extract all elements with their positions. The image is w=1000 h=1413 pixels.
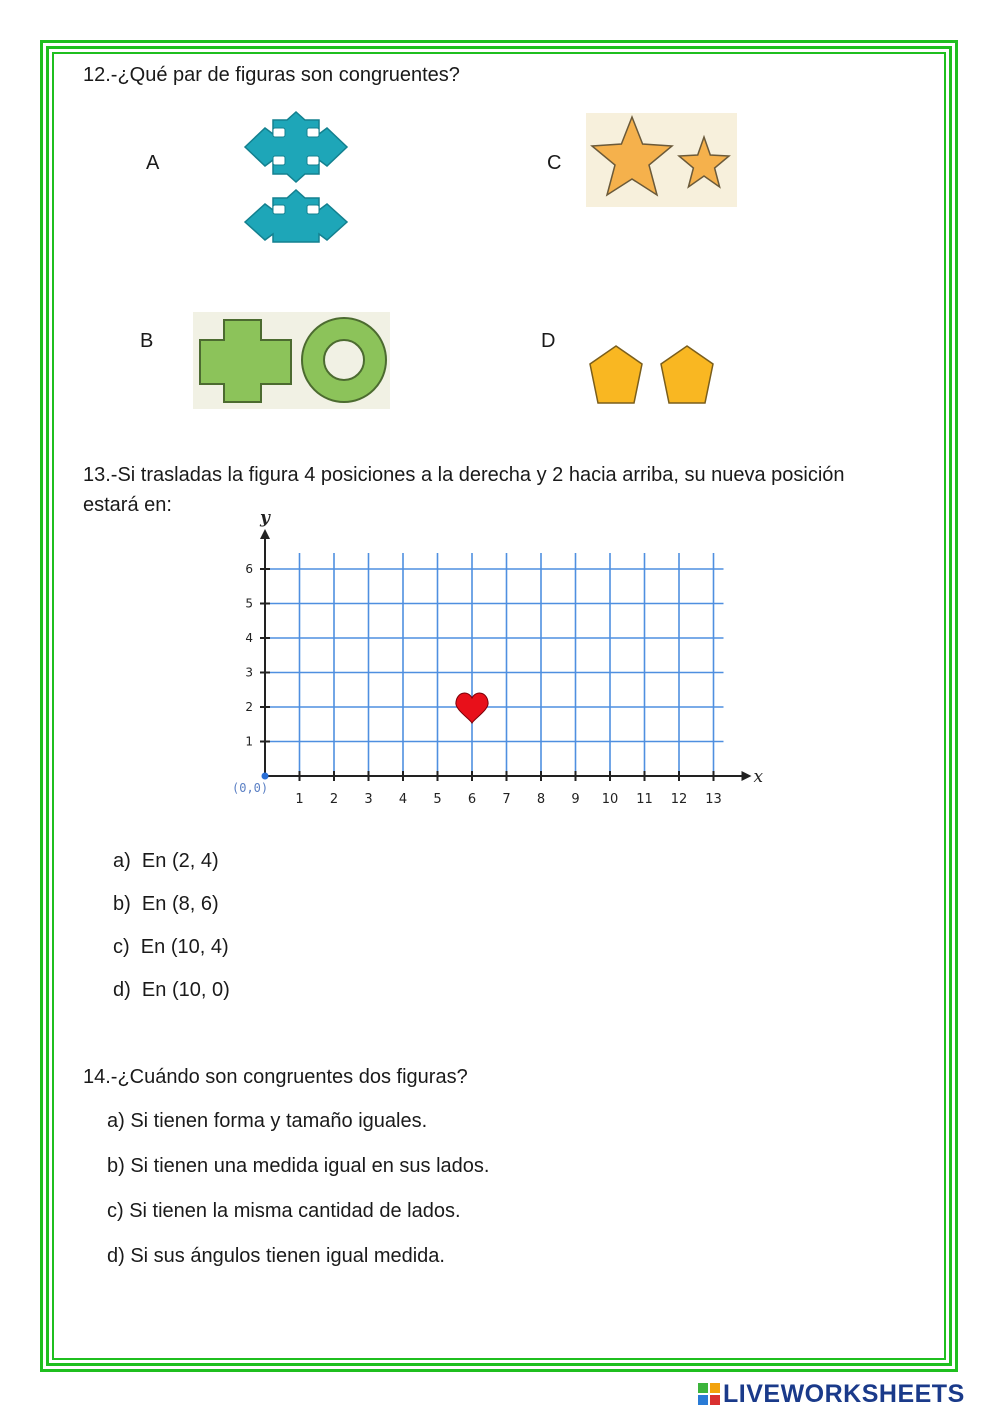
q14-answer-d[interactable]: d) Si sus ángulos tienen igual medida.: [107, 1245, 445, 1267]
y-tick-label: 1: [245, 734, 253, 749]
logo-text: LIVEWORKSHEETS: [723, 1379, 965, 1408]
x-axis-arrow: [742, 771, 752, 781]
x-tick-label: 6: [467, 792, 477, 807]
y-tick-label: 3: [245, 665, 253, 680]
ticks: [245, 562, 721, 807]
question-12-title: 12.-¿Qué par de figuras son congruentes?: [83, 64, 460, 86]
y-tick-label: 2: [245, 700, 253, 714]
ring-hole: [324, 340, 364, 380]
y-tick-label: 6: [245, 562, 253, 576]
x-tick-label: 11: [636, 792, 653, 807]
option-d-figure[interactable]: [588, 343, 718, 407]
q13-answer-c[interactable]: [113, 932, 229, 962]
x-tick-label: 4: [398, 792, 408, 807]
x-tick-label: 2: [329, 792, 339, 807]
y-tick-label: 5: [245, 596, 253, 611]
q13-answer-b[interactable]: [113, 889, 219, 919]
option-b-label[interactable]: B: [140, 330, 154, 352]
y-axis-arrow: [260, 529, 270, 539]
x-tick-label: 13: [705, 792, 722, 807]
grid-lines: [265, 553, 724, 776]
answer-text: En (10, 4): [140, 936, 229, 958]
x-tick-label: 8: [536, 792, 546, 807]
liveworksheets-logo[interactable]: [698, 1380, 965, 1408]
teal-arrow-shape-top: [245, 112, 347, 182]
x-tick-label: 1: [295, 792, 304, 807]
answer-letter: a): [113, 850, 131, 872]
y-tick-label: 4: [245, 631, 253, 645]
option-c-label[interactable]: C: [547, 152, 562, 174]
x-tick-label: 5: [433, 792, 442, 807]
logo-grid-icon: [698, 1383, 720, 1405]
axes: [232, 508, 764, 795]
question-13-title: 13.-Si trasladas la figura 4 posiciones a la derecha y 2 hacia arriba, su nueva posición estará en:: [83, 464, 845, 516]
answer-letter: b): [113, 893, 131, 915]
x-tick-label: 12: [670, 792, 688, 807]
origin-label: (0,0): [232, 781, 269, 795]
q13-answer-d[interactable]: [113, 975, 230, 1005]
answer-text: En (2, 4): [141, 850, 219, 872]
q14-answer-a[interactable]: a) Si tienen forma y tamaño iguales.: [107, 1110, 428, 1132]
x-tick-label: 9: [571, 792, 580, 807]
x-tick-label: 3: [364, 792, 373, 807]
answer-letter: d): [113, 979, 131, 1001]
points: [456, 693, 488, 723]
q14-answer-b[interactable]: b) Si tienen una medida igual en sus lados.: [107, 1155, 490, 1177]
question-14-title: 14.-¿Cuándo son congruentes dos figuras?: [83, 1066, 468, 1088]
answer-letter: c): [113, 936, 130, 958]
x-axis-label: x: [753, 767, 764, 787]
x-tick-label: 10: [601, 792, 619, 807]
q13-answer-a[interactable]: [113, 846, 219, 876]
heart-point: [456, 693, 488, 723]
option-a-label[interactable]: A: [146, 152, 160, 174]
q14-answer-c[interactable]: c) Si tienen la misma cantidad de lados.: [107, 1200, 461, 1222]
coordinate-grid-chart: [225, 508, 764, 810]
pentagon-right: [661, 346, 713, 403]
option-b-figure[interactable]: [193, 312, 390, 409]
pentagon-left: [590, 346, 642, 403]
x-tick-label: 7: [502, 792, 511, 807]
option-a-figure[interactable]: [243, 110, 349, 246]
y-axis-label: y: [260, 508, 270, 528]
option-c-figure[interactable]: [586, 113, 737, 207]
answer-text: En (8, 6): [141, 893, 219, 915]
option-d-label[interactable]: D: [541, 330, 556, 352]
teal-arrow-shape-bottom: [245, 190, 347, 242]
origin-point: [262, 773, 269, 780]
answer-text: En (10, 0): [141, 979, 230, 1001]
